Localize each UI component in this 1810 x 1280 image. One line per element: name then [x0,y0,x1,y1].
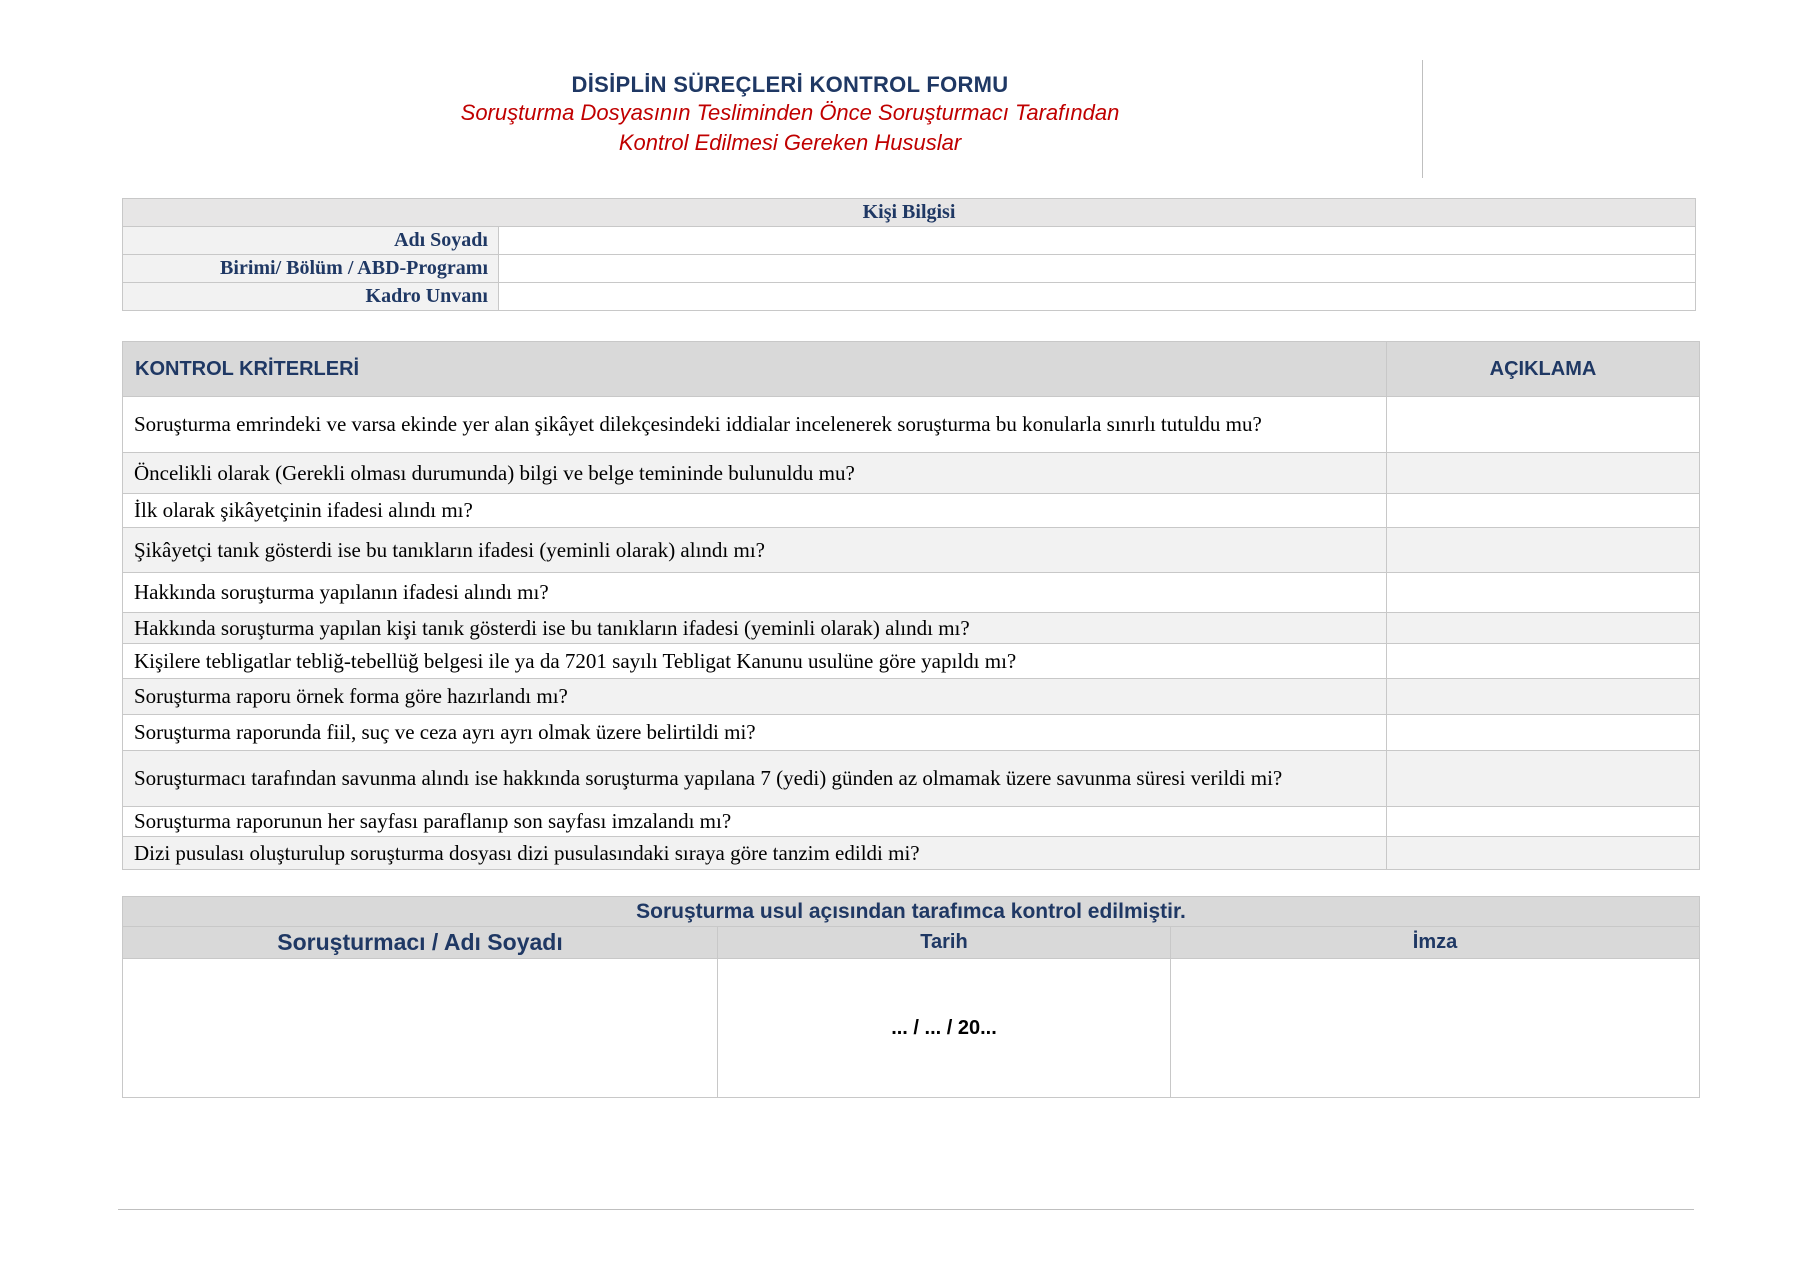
table-row [123,751,1700,807]
title-field[interactable] [499,283,1696,311]
name-label: Adı Soyadı [123,227,499,255]
form-title: DİSİPLİN SÜREÇLERİ KONTROL FORMU [571,72,1009,97]
table-row [123,679,1700,715]
criterion-note-cell[interactable] [1387,494,1700,528]
form-subtitle-line-1: Soruşturma Dosyasının Tesliminden Önce Soruşturmacı Tarafından [460,100,1120,125]
criterion-text: Kişilere tebligatlar tebliğ-tebellüğ belgesi ile ya da 7201 sayılı Tebligat Kanunu usulüne göre yapıldı mı? [123,644,1387,679]
criterion-text: Soruşturma emrindeki ve varsa ekinde yer alan şikâyet dilekçesindeki iddialar incelenerek soruşturma bu konularla sınırlı tutuldu mu? [123,397,1387,453]
criterion-note-cell[interactable] [1387,528,1700,573]
criterion-note-cell[interactable] [1387,573,1700,613]
department-field[interactable] [499,255,1696,283]
investigator-name-field[interactable] [123,959,718,1098]
table-row [123,837,1700,870]
criterion-text: İlk olarak şikâyetçinin ifadesi alındı mı? [123,494,1387,528]
criteria-header-row [123,342,1700,397]
date-column-header: Tarih [718,927,1171,959]
signature-column-header: İmza [1171,927,1700,959]
confirmation-table [122,896,1700,1098]
table-row [123,807,1700,837]
table-row [123,397,1700,453]
criterion-text: Soruşturma raporu örnek forma göre hazırlandı mı? [123,679,1387,715]
criterion-note-cell[interactable] [1387,613,1700,644]
criterion-text: Hakkında soruşturma yapılanın ifadesi alındı mı? [123,573,1387,613]
date-field[interactable]: ... / ... / 20... [718,959,1171,1098]
table-row [123,644,1700,679]
department-label: Birimi/ Bölüm / ABD-Programı [123,255,499,283]
person-info-title: Kişi Bilgisi [123,199,1696,227]
table-row [123,528,1700,573]
footer-divider [118,1209,1694,1210]
criterion-note-cell[interactable] [1387,397,1700,453]
criterion-note-cell[interactable] [1387,837,1700,870]
table-row [123,715,1700,751]
table-row [123,494,1700,528]
name-field[interactable] [499,227,1696,255]
criterion-text: Soruşturma raporunda fiil, suç ve ceza ayrı ayrı olmak üzere belirtildi mi? [123,715,1387,751]
criterion-note-cell[interactable] [1387,751,1700,807]
criterion-text: Dizi pusulası oluşturulup soruşturma dosyası dizi pusulasındaki sıraya göre tanzim edildi mi? [123,837,1387,870]
criterion-text: Soruşturmacı tarafından savunma alındı ise hakkında soruşturma yapılana 7 (yedi) günden az olmamak üzere savunma süresi verildi mi? [123,751,1387,807]
criterion-note-cell[interactable] [1387,715,1700,751]
confirmation-statement: Soruşturma usul açısından tarafımca kontrol edilmiştir. [123,897,1700,927]
criterion-text: Öncelikli olarak (Gerekli olması durumunda) bilgi ve belge temininde bulunuldu mu? [123,453,1387,494]
investigator-column-header: Soruşturmacı / Adı Soyadı [123,927,718,959]
criterion-text: Şikâyetçi tanık gösterdi ise bu tanıkların ifadesi (yeminli olarak) alındı mı? [123,528,1387,573]
table-row [123,453,1700,494]
person-info-table [122,198,1696,311]
criterion-note-cell[interactable] [1387,644,1700,679]
title-label: Kadro Unvanı [123,283,499,311]
signature-field[interactable] [1171,959,1700,1098]
criteria-column-header: KONTROL KRİTERLERİ [123,342,1387,397]
criterion-text: Hakkında soruşturma yapılan kişi tanık gösterdi ise bu tanıkların ifadesi (yeminli olarak) alındı mı? [123,613,1387,644]
description-column-header: AÇIKLAMA [1387,342,1700,397]
criterion-note-cell[interactable] [1387,453,1700,494]
header-divider [1422,60,1423,178]
criterion-text: Soruşturma raporunun her sayfası paraflanıp son sayfası imzalandı mı? [123,807,1387,837]
form-subtitle-line-2: Kontrol Edilmesi Gereken Hususlar [618,130,962,155]
table-row [123,613,1700,644]
criteria-table [122,341,1700,870]
table-row [123,573,1700,613]
criterion-note-cell[interactable] [1387,679,1700,715]
criterion-note-cell[interactable] [1387,807,1700,837]
form-header [120,72,1460,158]
